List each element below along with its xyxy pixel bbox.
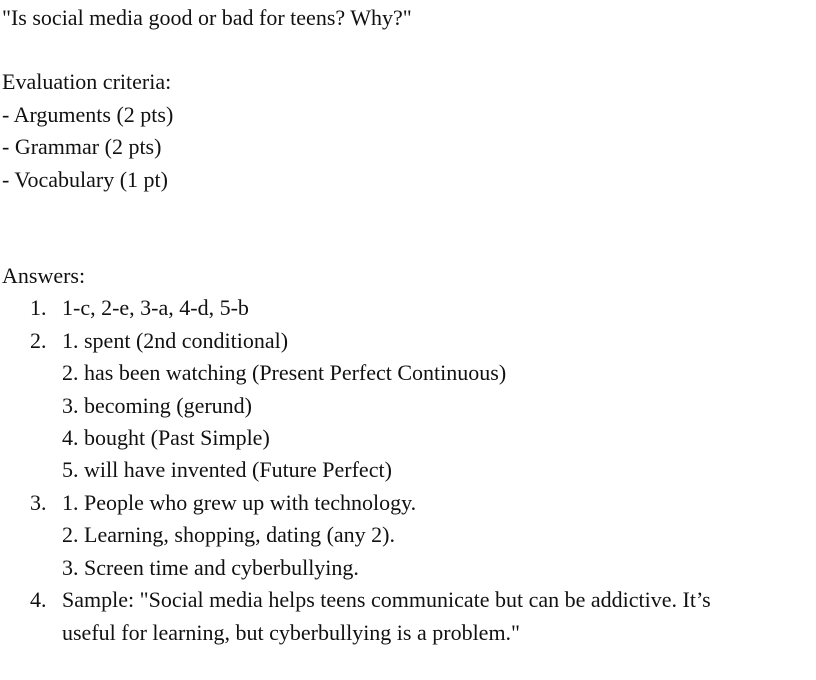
answer-item-1 — [2, 292, 814, 324]
answer-number: 1. — [30, 295, 47, 321]
answer-line: Sample: "Social media helps teens communicate but can be addictive. It’s — [62, 587, 711, 613]
criteria-item-vocabulary: - Vocabulary (1 pt) — [2, 166, 168, 192]
answer-line: 5. will have invented (Future Perfect) — [62, 457, 392, 483]
answers-list — [2, 292, 814, 648]
spacer — [2, 34, 814, 66]
criteria-item-arguments: - Arguments (2 pts) — [2, 101, 174, 127]
answer-line: 4. bought (Past Simple) — [62, 425, 270, 451]
answer-item-2 — [2, 325, 814, 487]
answer-number: 4. — [30, 587, 47, 613]
spacer — [2, 196, 814, 260]
answer-number: 3. — [30, 489, 47, 515]
criteria-item-grammar: - Grammar (2 pts) — [2, 134, 162, 160]
answer-line: 3. Screen time and cyberbullying. — [62, 554, 359, 580]
essay-prompt: "Is social media good or bad for teens? Why?" — [2, 5, 412, 30]
answer-line: 1-c, 2-e, 3-a, 4-d, 5-b — [62, 295, 249, 321]
answer-line: 1. People who grew up with technology. — [62, 489, 417, 515]
answer-line: 2. has been watching (Present Perfect Continuous) — [62, 360, 507, 386]
answer-number: 2. — [30, 327, 47, 353]
answers-heading: Answers: — [2, 263, 86, 289]
answer-line: 3. becoming (gerund) — [62, 392, 252, 418]
answer-line: 1. spent (2nd conditional) — [62, 327, 289, 353]
answer-line: 2. Learning, shopping, dating (any 2). — [62, 522, 395, 548]
answer-item-3 — [2, 487, 814, 584]
answer-item-4 — [2, 584, 814, 649]
criteria-heading: Evaluation criteria: — [2, 69, 172, 95]
answer-line: useful for learning, but cyberbullying is a problem." — [62, 619, 521, 645]
document-page — [2, 2, 814, 649]
